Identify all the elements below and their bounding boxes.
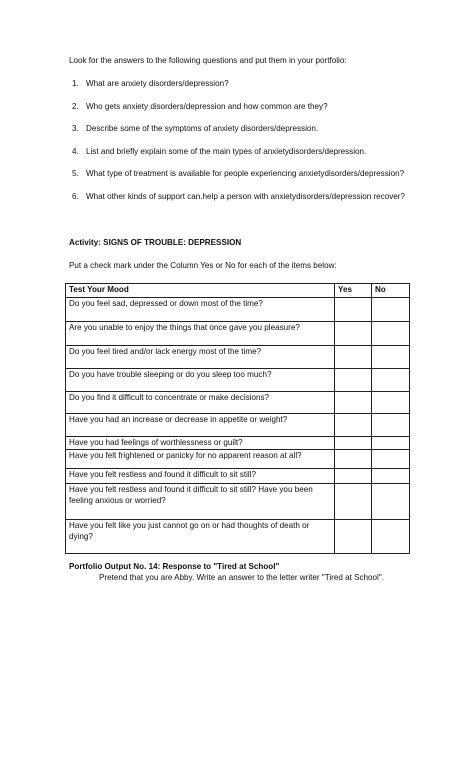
yes-check-cell[interactable]: [335, 469, 372, 484]
mood-question: Do you feel tired and/or lack energy most of the time?: [66, 345, 335, 368]
table-row: [66, 413, 410, 436]
no-check-cell[interactable]: [372, 469, 410, 484]
yes-check-cell[interactable]: [335, 391, 372, 413]
no-check-cell[interactable]: [372, 297, 410, 321]
yes-check-cell[interactable]: [335, 484, 372, 520]
no-check-cell[interactable]: [372, 321, 410, 345]
table-row: [66, 469, 410, 484]
mood-question: Have you felt frightened or panicky for no apparent reason at all?: [66, 450, 335, 469]
mood-question: Do you find it difficult to concentrate or make decisions?: [66, 391, 335, 413]
yes-check-cell[interactable]: [335, 413, 372, 436]
mood-checklist-table: [65, 283, 410, 554]
question-item: [69, 192, 409, 203]
question-number: 1.: [72, 79, 79, 88]
yes-check-cell[interactable]: [335, 368, 372, 391]
question-text: List and briefly explain some of the main types of anxietydisorders/depression.: [86, 146, 367, 156]
header-no: No: [372, 284, 410, 298]
instruction-text: Put a check mark under the Column Yes or No for each of the items below:: [69, 261, 337, 270]
mood-question: Have you had an increase or decrease in appetite or weight?: [66, 413, 335, 436]
question-item: [69, 124, 409, 135]
table-row: [66, 297, 410, 321]
yes-check-cell[interactable]: [335, 520, 372, 554]
question-item: [69, 102, 409, 113]
mood-question: Have you felt restless and found it difficult to sit still?: [66, 469, 335, 484]
table-row: [66, 520, 410, 554]
mood-question: Do you have trouble sleeping or do you sleep too much?: [66, 368, 335, 391]
question-text: What other kinds of support can.help a person with anxietydisorders/depression recover?: [86, 191, 405, 201]
no-check-cell[interactable]: [372, 345, 410, 368]
yes-check-cell[interactable]: [335, 450, 372, 469]
question-item: [69, 169, 409, 180]
table-row: [66, 436, 410, 450]
no-check-cell[interactable]: [372, 520, 410, 554]
no-check-cell[interactable]: [372, 436, 410, 450]
yes-check-cell[interactable]: [335, 321, 372, 345]
table-header-row: [66, 284, 410, 298]
question-text: What type of treatment is available for people experiencing anxietydisorders/depression?: [86, 169, 405, 179]
no-check-cell[interactable]: [372, 391, 410, 413]
no-check-cell[interactable]: [372, 413, 410, 436]
question-item: [69, 147, 409, 158]
yes-check-cell[interactable]: [335, 436, 372, 450]
question-number: 6.: [72, 191, 79, 201]
portfolio-title: Portfolio Output No. 14: Response to "Tired at School": [69, 562, 280, 571]
yes-check-cell[interactable]: [335, 297, 372, 321]
table-row: [66, 391, 410, 413]
table-row: [66, 450, 410, 469]
table-row: [66, 484, 410, 520]
no-check-cell[interactable]: [372, 450, 410, 469]
no-check-cell[interactable]: [372, 368, 410, 391]
table-row: [66, 345, 410, 368]
portfolio-output-section: [69, 562, 409, 583]
mood-question: Do you feel sad, depressed or down most of the time?: [66, 297, 335, 321]
mood-question: Have you felt restless and found it difficult to sit still? Have you been feeling anxious or worried?: [66, 484, 335, 520]
activity-heading: Activity: SIGNS OF TROUBLE: DEPRESSION: [69, 238, 242, 247]
mood-question: Are you unable to enjoy the things that once gave you pleasure?: [66, 321, 335, 345]
mood-question: Have you felt like you just cannot go on or had thoughts of death or dying?: [66, 520, 335, 554]
intro-text: Look for the answers to the following questions and put them in your portfolio:: [69, 56, 347, 65]
question-number: 5.: [72, 169, 79, 179]
question-item: [69, 79, 409, 90]
question-number: 3.: [72, 124, 79, 134]
question-list: [69, 79, 409, 202]
table-row: [66, 321, 410, 345]
portfolio-instructions: Pretend that you are Abby. Write an answer to the letter writer "Tired at School".: [99, 572, 384, 582]
header-yes: Yes: [335, 284, 372, 298]
mood-question: Have you had feelings of worthlessness or guilt?: [66, 436, 335, 450]
question-text: What are anxiety disorders/depression?: [86, 79, 229, 88]
table-row: [66, 368, 410, 391]
header-test-your-mood: Test Your Mood: [66, 284, 335, 298]
yes-check-cell[interactable]: [335, 345, 372, 368]
question-number: 4.: [72, 146, 79, 156]
no-check-cell[interactable]: [372, 484, 410, 520]
question-text: Describe some of the symptoms of anxiety disorders/depression.: [86, 124, 319, 134]
question-number: 2.: [72, 101, 79, 111]
question-text: Who gets anxiety disorders/depression and how common are they?: [86, 101, 328, 111]
